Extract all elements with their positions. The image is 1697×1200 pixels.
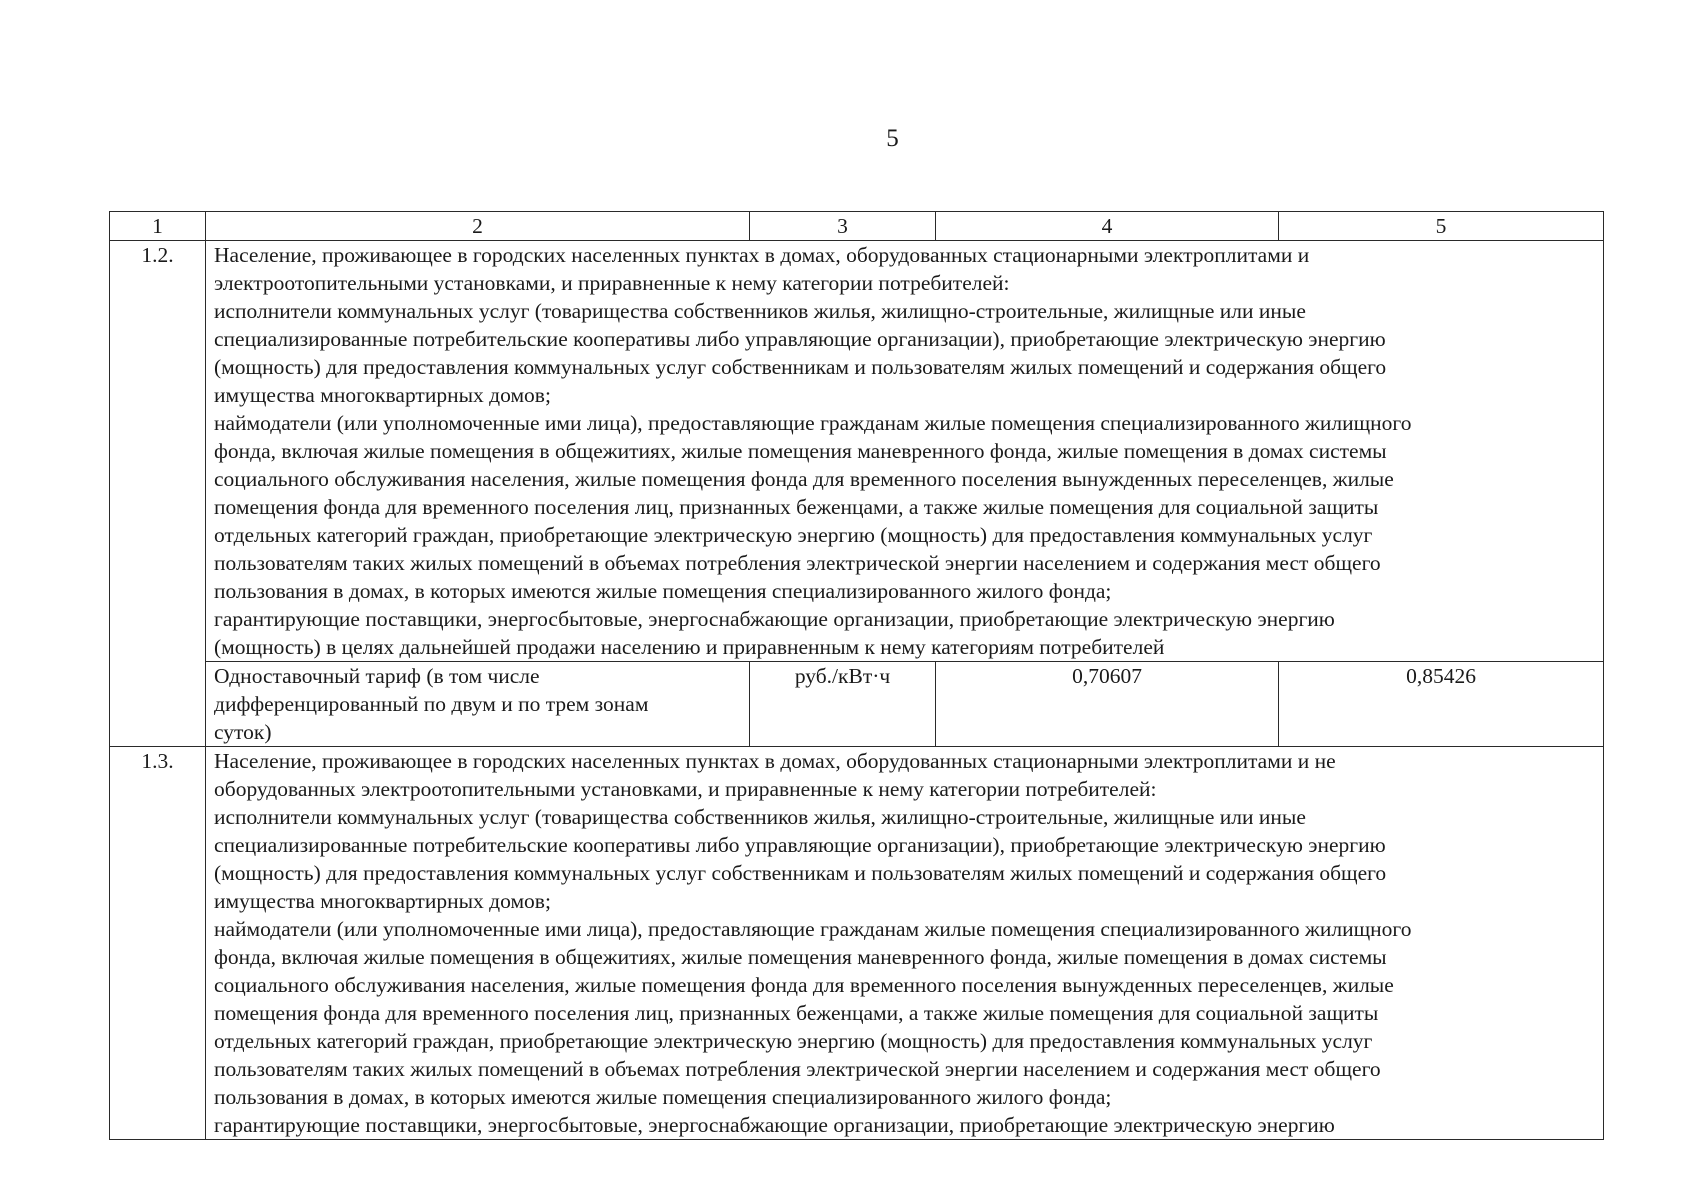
text-line: социального обслуживания населения, жилые помещения фонда для временного поселения вынужденных переселенцев, жилые xyxy=(214,973,1394,997)
text-line: наймодатели (или уполномоченные ими лица), предоставляющие гражданам жилые помещения специализированного жилищного xyxy=(214,917,1412,941)
column-header: 5 xyxy=(1279,212,1604,241)
text-line: Население, проживающее в городских населенных пунктах в домах, оборудованных стационарными электроплитами и не xyxy=(214,749,1336,773)
tariff-value-first-half: 0,70607 xyxy=(936,662,1279,747)
text-line: фонда, включая жилые помещения в общежитиях, жилые помещения маневренного фонда, жилые помещения в домах системы xyxy=(214,439,1387,463)
text-line: исполнители коммунальных услуг (товарищества собственников жилья, жилищно-строительные, жилищные или иные xyxy=(214,299,1306,323)
text-line: пользования в домах, в которых имеются жилые помещения специализированного жилого фонда; xyxy=(214,579,1112,603)
text-line: (мощность) в целях дальнейшей продажи населению и приравненным к нему категориям потребителей xyxy=(214,635,1165,659)
section-row-1-2 xyxy=(110,241,1604,662)
text-line: специализированные потребительские кооперативы либо управляющие организации), приобретающие электрическую энергию xyxy=(214,327,1386,351)
section-number: 1.3. xyxy=(110,747,206,1140)
text-line: гарантирующие поставщики, энергосбытовые, энергоснабжающие организации, приобретающие электрическую энергию xyxy=(214,1113,1335,1137)
text-line: пользователям таких жилых помещений в объемах потребления электрической энергии населением и содержания мест общего xyxy=(214,551,1381,575)
tariff-value-second-half: 0,85426 xyxy=(1279,662,1604,747)
column-header: 4 xyxy=(936,212,1279,241)
tariff-unit: руб./кВт·ч xyxy=(750,662,936,747)
table-header-row xyxy=(110,212,1604,241)
tariff-table xyxy=(109,211,1604,1140)
section-description xyxy=(206,241,1604,662)
text-line: оборудованных электроотопительными установками, и приравненные к нему категории потребителей: xyxy=(214,777,1157,801)
text-line: электроотопительными установками, и приравненные к нему категории потребителей: xyxy=(214,271,1010,295)
text-line: дифференцированный по двум и по трем зонам xyxy=(214,692,649,716)
text-line: пользования в домах, в которых имеются жилые помещения специализированного жилого фонда; xyxy=(214,1085,1112,1109)
text-line: суток) xyxy=(214,720,272,744)
text-line: гарантирующие поставщики, энергосбытовые, энергоснабжающие организации, приобретающие электрическую энергию xyxy=(214,607,1335,631)
text-line: фонда, включая жилые помещения в общежитиях, жилые помещения маневренного фонда, жилые помещения в домах системы xyxy=(214,945,1387,969)
text-line: (мощность) для предоставления коммунальных услуг собственникам и пользователям жилых помещений и содержания общего xyxy=(214,355,1387,379)
text-line: пользователям таких жилых помещений в объемах потребления электрической энергии населением и содержания мест общего xyxy=(214,1057,1381,1081)
page-number: 5 xyxy=(886,125,899,152)
tariff-row xyxy=(110,662,1604,747)
text-line: социального обслуживания населения, жилые помещения фонда для временного поселения вынужденных переселенцев, жилые xyxy=(214,467,1394,491)
text-line: (мощность) для предоставления коммунальных услуг собственникам и пользователям жилых помещений и содержания общего xyxy=(214,861,1387,885)
text-line: имущества многоквартирных домов; xyxy=(214,383,551,407)
tariff-name xyxy=(206,662,750,747)
section-number: 1.2. xyxy=(110,241,206,747)
text-line: наймодатели (или уполномоченные ими лица), предоставляющие гражданам жилые помещения специализированного жилищного xyxy=(214,411,1412,435)
text-line: имущества многоквартирных домов; xyxy=(214,889,551,913)
text-line: Одноставочный тариф (в том числе xyxy=(214,664,540,688)
section-description xyxy=(206,747,1604,1140)
text-line: помещения фонда для временного поселения лиц, признанных беженцами, а также жилые помещения для социальной защиты xyxy=(214,495,1379,519)
text-line: специализированные потребительские кооперативы либо управляющие организации), приобретающие электрическую энергию xyxy=(214,833,1386,857)
column-header: 1 xyxy=(110,212,206,241)
column-header: 3 xyxy=(750,212,936,241)
column-header: 2 xyxy=(206,212,750,241)
text-line: отдельных категорий граждан, приобретающие электрическую энергию (мощность) для предоставления коммунальных услуг xyxy=(214,523,1373,547)
text-line: помещения фонда для временного поселения лиц, признанных беженцами, а также жилые помещения для социальной защиты xyxy=(214,1001,1379,1025)
text-line: Население, проживающее в городских населенных пунктах в домах, оборудованных стационарными электроплитами и xyxy=(214,243,1310,267)
text-line: исполнители коммунальных услуг (товарищества собственников жилья, жилищно-строительные, жилищные или иные xyxy=(214,805,1306,829)
text-line: отдельных категорий граждан, приобретающие электрическую энергию (мощность) для предоставления коммунальных услуг xyxy=(214,1029,1373,1053)
section-row-1-3 xyxy=(110,747,1604,1140)
